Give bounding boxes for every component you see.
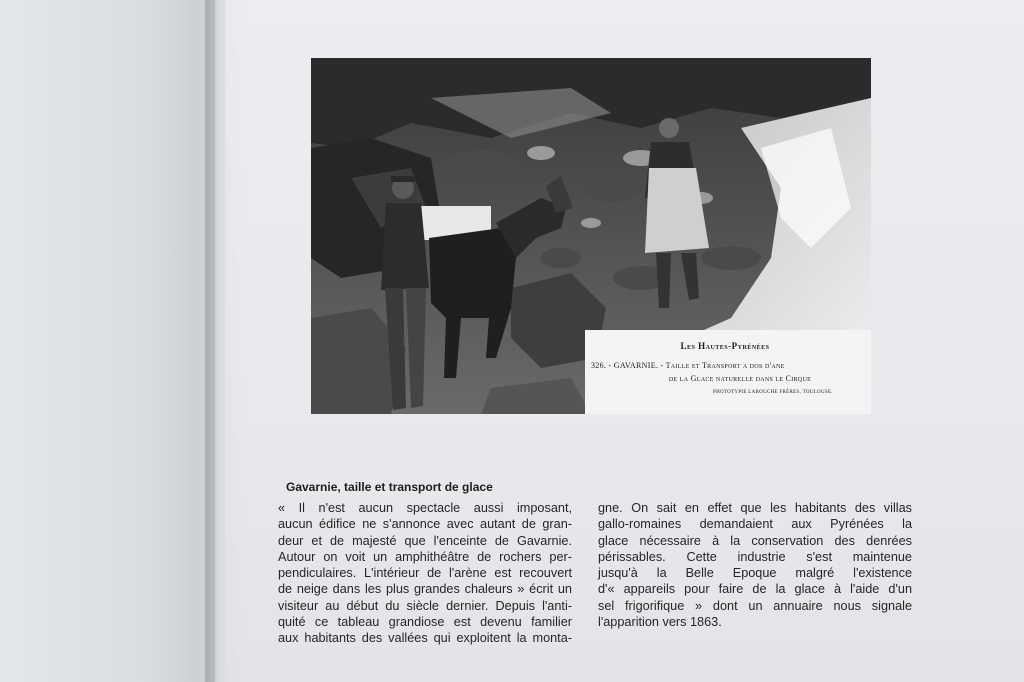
text-line: « Il n'est aucun spectacle aussi imposant, [278, 501, 572, 515]
text-line: sel frigorifique » dont un annuaire nous signale [598, 598, 912, 613]
text-line: quité ce tableau grandiose est devenu familier [278, 615, 572, 630]
text-line: de neige dans les plus grandes chaleurs » écrit un [278, 582, 572, 597]
postcard-caption-line-2: de la Glace naturelle dans le Cirque [668, 374, 812, 383]
text-line: pendiculaires. L'intérieur de l'arène est recouvert [278, 566, 572, 581]
text-column-left [278, 500, 572, 647]
text-line: gne. On sait en effet que les habitants des villas [598, 501, 912, 515]
text-line: glace nécessaire à la conservation des denrées [598, 533, 912, 548]
article-title: Gavarnie, taille et transport de glace [286, 480, 493, 494]
text-line: jusqu'à la Belle Epoque malgré l'existence [598, 566, 912, 581]
text-line: périssables. Cette industrie s'est maintenue [598, 549, 912, 564]
book-gutter [205, 0, 245, 682]
text-line: l'apparition vers 1863. [598, 615, 722, 630]
text-line: d'« appareils pour faire de la glace à l'aide d'un [598, 582, 912, 597]
left-page [0, 0, 215, 682]
text-line: aucun édifice ne s'annonce avec autant de gran- [278, 517, 572, 532]
postcard-region: Les Hautes-Pyrénées [680, 341, 770, 351]
postcard-caption-line-1: 326. - GAVARNIE. - Taille et Transport a dos d'ane [591, 361, 785, 370]
text-line: Autour on voit un amphithéâtre de rochers per- [278, 549, 572, 564]
text-line: deur et de majesté que l'enceinte de Gavarnie. [278, 533, 572, 548]
postcard-caption [585, 335, 865, 410]
postcard-publisher: PHOTOTYPIE LABOUCHE FRÈRES, TOULOUSE. [713, 390, 833, 395]
text-column-right [598, 500, 912, 630]
text-line: aux habitants des vallées qui exploitent la monta- [278, 631, 572, 646]
text-line: visiteur au début du siècle dernier. Depuis l'anti- [278, 598, 572, 613]
text-line: gallo-romaines demandaient aux Pyrénées la [598, 517, 912, 532]
